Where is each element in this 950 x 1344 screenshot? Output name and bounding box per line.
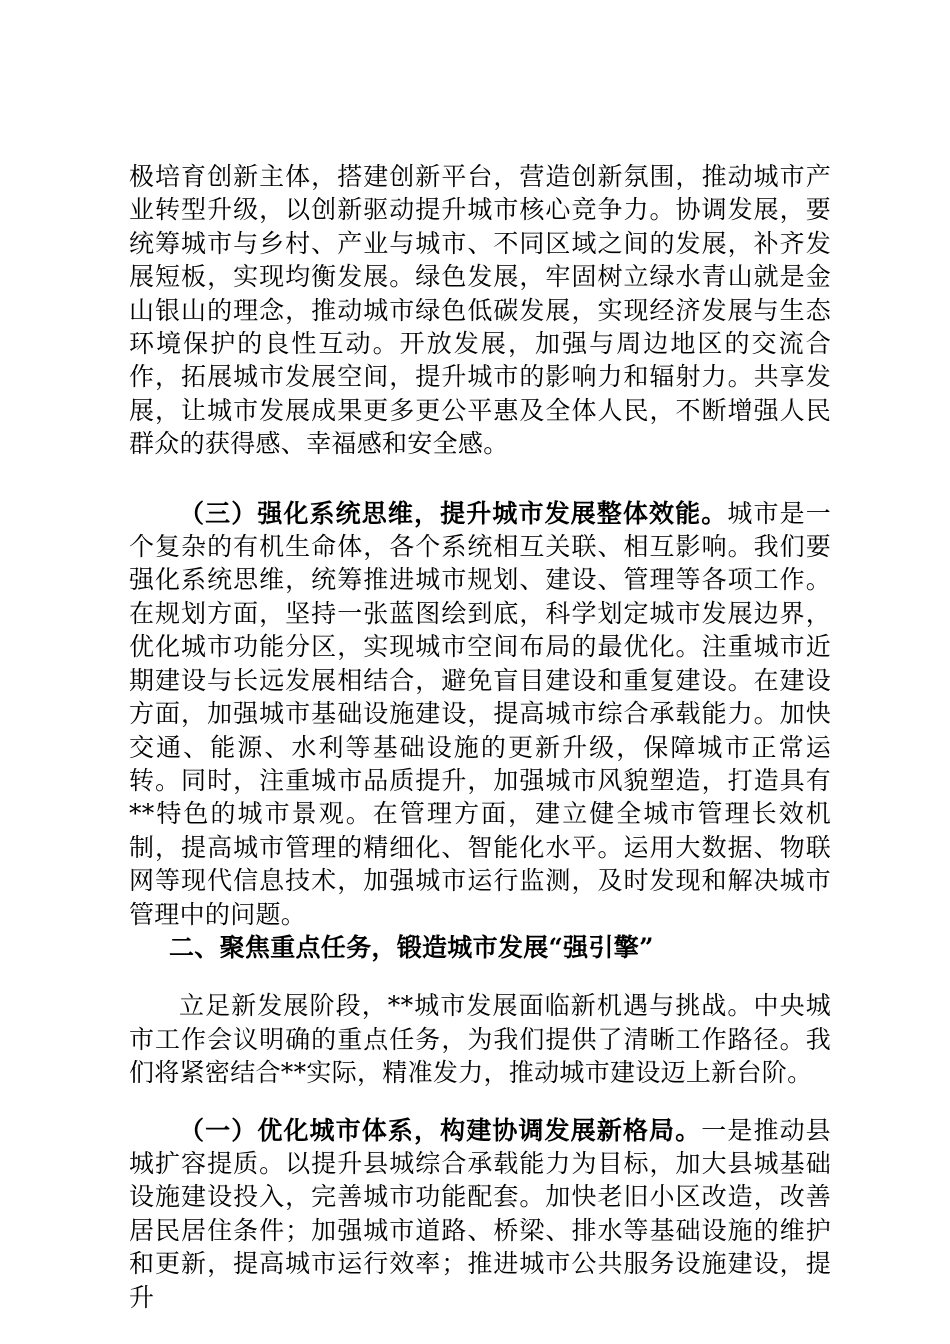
paragraph-body-urban-system: 一是推动县城扩容提质。以提升县城综合承载能力为目标，加大县城基础设施建设投入，完善城市功能配套。加快老旧小区改造，改善居民居住条件；加强城市道路、桥梁、排水等基础设施的维护和更新，提高城市运行效率；推进城市公共服务设施建设，提升	[129, 1115, 831, 1312]
document-page	[129, 160, 831, 1314]
paragraph-systems-thinking	[129, 497, 831, 931]
section-heading-key-tasks: 二、聚焦重点任务，锻造城市发展“强引擎”	[169, 932, 654, 962]
paragraph-development-concepts: 极培育创新主体，搭建创新平台，营造创新氛围，推动城市产业转型升级，以创新驱动提升城市核心竞争力。协调发展，要统筹城市与乡村、产业与城市、不同区域之间的发展，补齐发展短板，实现均衡发展。绿色发展，牢固树立绿水青山就是金山银山的理念，推动城市绿色低碳发展，实现经济发展与生态环境保护的良性互动。开放发展，加强与周边地区的交流合作，拓展城市发展空间，提升城市的影响力和辐射力。共享发展，让城市发展成果更多更公平惠及全体人民，不断增强人民群众的获得感、幸福感和安全感。	[129, 162, 831, 459]
paragraph-lead-urban-system: （一）优化城市体系，构建协调发展新格局。	[179, 1115, 702, 1145]
paragraph-urban-system	[129, 1114, 831, 1314]
paragraph-lead-systems-thinking: （三）强化系统思维，提升城市发展整体效能。	[179, 498, 728, 528]
paragraph-new-stage: 立足新发展阶段，**城市发展面临新机遇与挑战。中央城市工作会议明确的重点任务，为我们提供了清晰工作路径。我们将紧密结合**实际，精准发力，推动城市建设迈上新台阶。	[129, 991, 831, 1088]
paragraph-body-systems-thinking: 城市是一个复杂的有机生命体，各个系统相互关联、相互影响。我们要强化系统思维，统筹推进城市规划、建设、管理等各项工作。在规划方面，坚持一张蓝图绘到底，科学划定城市发展边界，优化城市功能分区，实现城市空间布局的最优化。注重城市近期建设与长远发展相结合，避免盲目建设和重复建设。在建设方面，加强城市基础设施建设，提高城市综合承载能力。加快交通、能源、水利等基础设施的更新升级，保障城市正常运转。同时，注重城市品质提升，加强城市风貌塑造，打造具有**特色的城市景观。在管理方面，建立健全城市管理长效机制，提高城市管理的精细化、智能化水平。运用大数据、物联网等现代信息技术，加强城市运行监测，及时发现和解决城市管理中的问题。	[129, 498, 831, 929]
